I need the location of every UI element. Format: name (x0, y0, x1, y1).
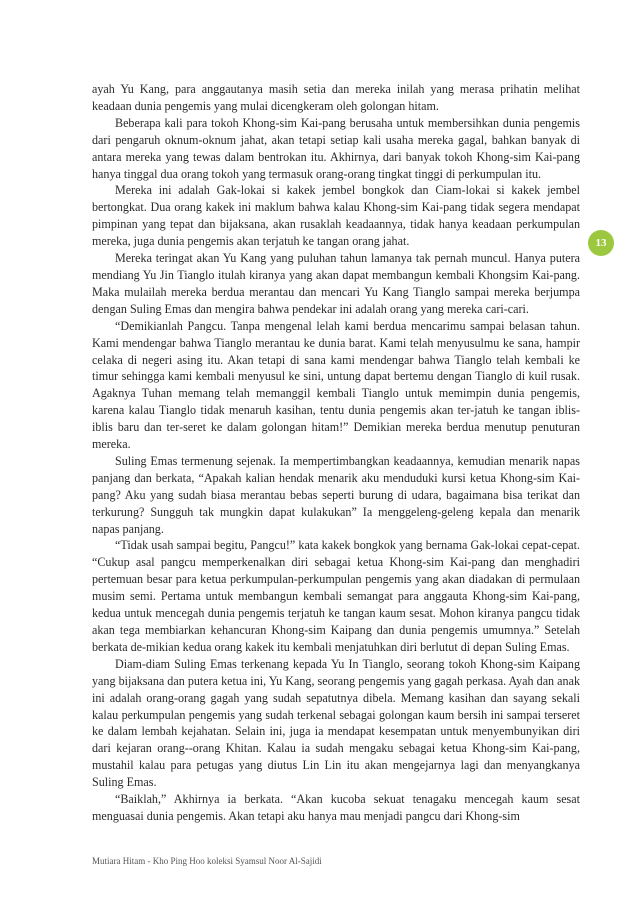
body-text (92, 81, 580, 825)
paragraph: Diam-diam Suling Emas terkenang kepada Yu In Tianglo, seorang tokoh Khong-sim Kaipang yang bijaksana dan putera ketua ini, Yu Kang, seorang pengemis yang gagah perkasa. Ayah dan anak ini adalah orang-orang gagah yang sudah sepatutnya dibela. Memang kasihan dan sayang sekali kalau perkumpulan pengemis yang sudah terkenal sebagai golongan kaum bersih ini sampai terseret ke dalam lembah kejahatan. Selain ini, juga ia mendapat kesempatan untuk menyembunyikan diri dari kejaran orang--orang Khitan. Kalau ia sudah mengaku sebagai ketua Khong-sim Kai-pang, mustahil kalau para petugas yang diutus Lin Lin itu akan mengejarnya lagi dan menyangkanya Suling Emas. (92, 656, 580, 790)
paragraph: ayah Yu Kang, para anggautanya masih setia dan mereka inilah yang merasa prihatin melihat keadaan dunia pengemis yang mulai dicengkeram oleh golongan hitam. (92, 82, 580, 113)
page-footer: Mutiara Hitam - Kho Ping Hoo koleksi Syamsul Noor Al-Sajidi (92, 856, 322, 866)
paragraph: Suling Emas termenung sejenak. Ia mempertimbangkan keadaannya, kemudian menarik napas panjang dan berkata, “Apakah kalian hendak menarik aku menduduki kursi ketua Khong-sim Kai-pang? Aku yang sudah biasa merantau bebas seperti burung di udara, bagaimana bisa terikat dan terkurung? Sungguh tak mungkin dapat kulakukan” Ia menggeleng-geleng kepala dan menarik napas panjang. (92, 453, 580, 536)
paragraph: “Baiklah,” Akhirnya ia berkata. “Akan kucoba sekuat tenagaku mencegah kaum sesat menguasai dunia pengemis. Akan tetapi aku hanya mau menjadi pangcu dari Khong-sim (92, 792, 580, 823)
paragraph: Mereka teringat akan Yu Kang yang puluhan tahun lamanya tak pernah muncul. Hanya putera mendiang Yu Jin Tianglo itulah kiranya yang akan dapat membangun kembali Khongsim Kai-pang. Maka mulailah mereka berdua merantau dan mencari Yu Kang Tianglo sampai mereka berjumpa dengan Suling Emas dan mengira bahwa pendekar ini adalah orang yang mereka cari-cari. (92, 251, 580, 316)
page-number-badge: 13 (588, 230, 614, 256)
paragraph: Beberapa kali para tokoh Khong-sim Kai-pang berusaha untuk membersihkan dunia pengemis dari pengaruh oknum-oknum jahat, akan tetapi setiap kali usaha mereka gagal, bahkan banyak di antara mereka yang tewas dalam bentrokan itu. Akhirnya, dari banyak tokoh Khong-sim Kai-pang hanya tinggal dua orang tokoh yang termasuk orang-orang tingkat tinggi di perkumpulan itu. (92, 115, 580, 181)
paragraph: “Demikianlah Pangcu. Tanpa mengenal lelah kami berdua mencarimu sampai belasan tahun. Kami mendengar bahwa Tianglo merantau ke dunia barat. Kami telah menyusulmu ke sana, hampir celaka di negeri asing itu. Akan tetapi di sana kami mendengar bahwa Tianglo telah kembali ke timur sehingga kami kembali menyusul ke sini, untung dapat bertemu dengan Tianglo di kuil rusak. Agaknya Tuhan memang telah memanggil kembali Tianglo untuk memimpin dunia pengemis, karena kalau Tianglo tidak menaruh kasihan, tentu dunia pengemis akan ter-jatuh ke tangan iblis-iblis baru dan ter-seret ke dalam golongan hitam!” Demikian mereka berdua menutup penuturan mereka. (92, 318, 580, 452)
paragraph: “Tidak usah sampai begitu, Pangcu!” kata kakek bongkok yang bernama Gak-lokai cepat-cepat. “Cukup asal pangcu memperkenalkan diri sebagai ketua Khong-sim Kai-pang dan menghadiri pertemuan besar para ketua perkumpulan-perkumpulan pengemis yang akan diadakan di permulaan musim semi. Pertama untuk membangun kembali semangat para anggauta Khong-sim Kai-pang, kedua untuk mencegah dunia pengemis terjatuh ke tangan kaum sesat. Mohon kiranya pangcu tidak akan tega membiarkan kehancuran Khong-sim Kaipang dan dunia pengemis umumnya.” Setelah berkata de-mikian kedua orang kakek itu kembali menjatuhkan diri berlutut di depan Suling Emas. (92, 538, 580, 654)
paragraph: Mereka ini adalah Gak-lokai si kakek jembel bongkok dan Ciam-lokai si kakek jembel bertongkat. Dua orang kakek ini maklum bahwa kalau Khong-sim Kai-pang tidak segera mendapat pimpinan yang tepat dan bijaksana, akan rusaklah keadaannya, tidak hanya keadaan perkumpulan mereka, juga dunia pengemis akan terjatuh ke tangan orang jahat. (92, 183, 580, 249)
